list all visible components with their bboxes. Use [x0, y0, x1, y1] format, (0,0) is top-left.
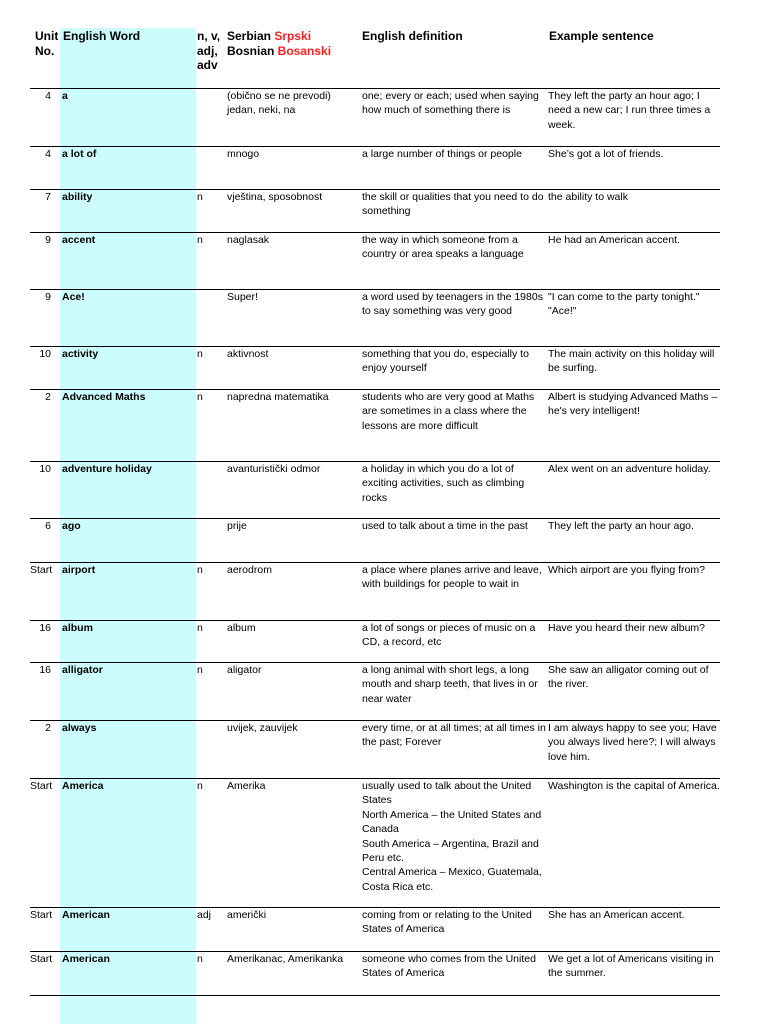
english-definition: used to talk about a time in the past [362, 520, 528, 532]
row-divider [30, 995, 720, 996]
unit-number: 4 [45, 90, 51, 102]
unit-number: 2 [45, 722, 51, 734]
header-part-of-speech: n, v, adj, adv [197, 29, 221, 72]
header-serbian-label: Serbian [227, 29, 275, 43]
english-word: always [62, 722, 97, 734]
example-sentence: We get a lot of Americans visiting in the summer. [548, 953, 714, 980]
serbian-translation: Super! [227, 291, 258, 303]
english-word: America [62, 780, 104, 792]
example-sentence: They left the party an hour ago; I need a new car; I run three times a week. [548, 90, 711, 131]
example-sentence: Washington is the capital of America. [548, 780, 720, 792]
example-sentence: the ability to walk [548, 191, 628, 203]
english-word: airport [62, 564, 96, 576]
english-definition: a long animal with short legs, a long mouth and sharp teeth, that lives in or near water [362, 664, 538, 705]
unit-number: Start [30, 909, 53, 921]
header-example-sentence: Example sentence [549, 29, 654, 43]
example-sentence: She’s got a lot of friends. [548, 148, 664, 160]
english-definition: a word used by teenagers in the 1980s to say something was very good [362, 291, 543, 318]
serbian-translation: prije [227, 520, 247, 532]
english-word: ability [62, 191, 93, 203]
example-sentence: She has an American accent. [548, 909, 685, 921]
serbian-translation: aktivnost [227, 348, 269, 360]
part-of-speech: n [197, 780, 203, 792]
header-unit: Unit No. [35, 29, 59, 58]
header-english-definition: English definition [362, 29, 463, 43]
part-of-speech: n [197, 191, 203, 203]
serbian-translation: (obično se ne prevodi) jedan, neki, na [227, 90, 331, 117]
unit-number: Start [30, 780, 53, 792]
english-word: a lot of [62, 148, 97, 160]
serbian-translation: naglasak [227, 234, 270, 246]
serbian-translation: aligator [227, 664, 262, 676]
header-bosnian-label: Bosnian [227, 43, 278, 58]
header-serbian-bosnian [227, 29, 361, 58]
example-sentence: "I can come to the party tonight." "Ace!" [548, 291, 700, 318]
header-english-word: English Word [63, 29, 141, 43]
example-sentence: Albert is studying Advanced Maths – he's very intelligent! [548, 391, 718, 418]
unit-number: 9 [45, 291, 51, 303]
part-of-speech: n [197, 391, 203, 403]
english-word: ago [62, 520, 81, 532]
header-serbian-line [227, 29, 361, 44]
unit-number: 16 [39, 622, 51, 634]
serbian-translation: album [227, 622, 256, 634]
serbian-translation: Amerikanac, Amerikanka [227, 953, 344, 965]
english-definition: the skill or qualities that you need to do something [362, 191, 544, 218]
english-definition: every time, or at all times; at all times in the past; Forever [362, 722, 546, 749]
example-sentence: Alex went on an adventure holiday. [548, 463, 711, 475]
example-sentence: Have you heard their new album? [548, 622, 706, 634]
serbian-translation: uvijek, zauvijek [227, 722, 298, 734]
english-word: American [62, 909, 110, 921]
english-word: adventure holiday [62, 463, 152, 475]
unit-number: 10 [39, 348, 51, 360]
serbian-translation: Amerika [227, 780, 266, 792]
example-sentence: I am always happy to see you; Have you always lived here?; I will always love him. [548, 722, 717, 763]
example-sentence: The main activity on this holiday will be surfing. [548, 348, 715, 375]
english-definition: someone who comes from the United States of America [362, 953, 536, 980]
english-definition: usually used to talk about the United States North America – the United States and Canada South America – Argentina, Brazil and Peru etc. Central America – Mexico, Guatemala, Costa Rica etc. [362, 780, 542, 893]
english-definition: the way in which someone from a country or area speaks a language [362, 234, 524, 261]
serbian-translation: avanturistički odmor [227, 463, 321, 475]
part-of-speech: n [197, 234, 203, 246]
serbian-translation: aerodrom [227, 564, 272, 576]
english-definition: a lot of songs or pieces of music on a CD, a record, etc [362, 622, 536, 649]
part-of-speech: n [197, 348, 203, 360]
header-srpski: Srpski [274, 29, 312, 43]
english-definition: something that you do, especially to enjoy yourself [362, 348, 529, 375]
serbian-translation: mnogo [227, 148, 260, 160]
english-definition: students who are very good at Maths are sometimes in a class where the lessons are more difficult [362, 391, 535, 432]
english-definition: a holiday in which you do a lot of exciting activities, such as climbing rocks [362, 463, 525, 504]
unit-number: 7 [45, 191, 51, 203]
unit-number: Start [30, 953, 53, 965]
english-word: a [62, 90, 68, 102]
unit-number: 16 [39, 664, 51, 676]
part-of-speech: n [197, 564, 203, 576]
unit-number: 6 [45, 520, 51, 532]
english-word: Ace! [62, 291, 85, 303]
example-sentence: He had an American accent. [548, 234, 680, 246]
serbian-translation: napredna matematika [227, 391, 329, 403]
part-of-speech: adj [197, 909, 212, 921]
english-word: American [62, 953, 110, 965]
part-of-speech: n [197, 664, 203, 676]
unit-number: Start [30, 564, 53, 576]
serbian-translation: vještina, sposobnost [227, 191, 323, 203]
part-of-speech: n [197, 953, 203, 965]
english-definition: one; every or each; used when saying how much of something there is [362, 90, 539, 117]
header-bosanski: Bosanski [277, 43, 332, 58]
english-word: activity [62, 348, 99, 360]
unit-number: 4 [45, 148, 51, 160]
example-sentence: They left the party an hour ago. [548, 520, 694, 532]
part-of-speech: n [197, 622, 203, 634]
header-bosnian-line [227, 44, 361, 59]
unit-number: 10 [39, 463, 51, 475]
unit-number: 9 [45, 234, 51, 246]
example-sentence: Which airport are you flying from? [548, 564, 705, 576]
english-word: album [62, 622, 93, 634]
english-definition: coming from or relating to the United States of America [362, 909, 532, 936]
serbian-translation: američki [227, 909, 267, 921]
english-definition: a place where planes arrive and leave, with buildings for people to wait in [362, 564, 542, 591]
english-definition: a large number of things or people [362, 148, 522, 160]
english-word: accent [62, 234, 96, 246]
english-word: Advanced Maths [62, 391, 146, 403]
example-sentence: She saw an alligator coming out of the river. [548, 664, 709, 691]
english-word: alligator [62, 664, 103, 676]
unit-number: 2 [45, 391, 51, 403]
